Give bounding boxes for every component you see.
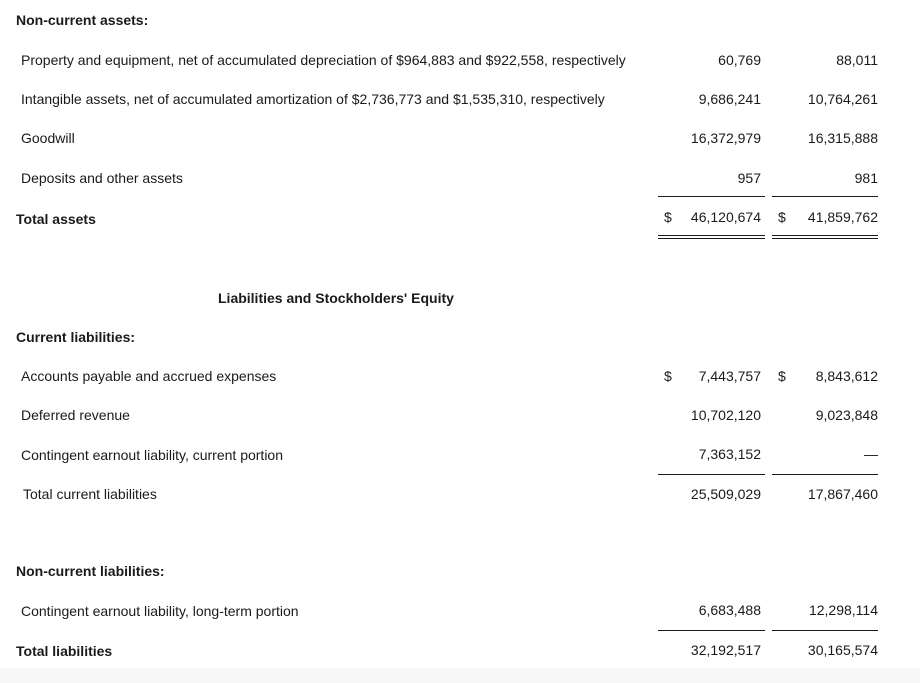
page-bottom-strip xyxy=(0,668,920,683)
earnout-current-value-prior: — xyxy=(864,446,878,462)
earnout-longterm-label: Contingent earnout liability, long-term portion xyxy=(21,603,299,619)
total-assets-value-prior: 41,859,762 xyxy=(807,209,878,225)
double-rule xyxy=(658,235,765,236)
subtotal-rule xyxy=(772,474,878,475)
subtotal-rule xyxy=(658,474,765,475)
goodwill-value-prior: 16,315,888 xyxy=(807,130,878,146)
deposits-value-current: 957 xyxy=(737,170,761,186)
subtotal-rule xyxy=(658,196,765,197)
accounts-payable-value-current: 7,443,757 xyxy=(698,368,761,384)
currency-symbol: $ xyxy=(778,368,786,384)
total-current-liabilities-value-current: 25,509,029 xyxy=(690,486,761,502)
deposits-label: Deposits and other assets xyxy=(21,170,183,186)
earnout-current-label: Contingent earnout liability, current portion xyxy=(21,447,284,463)
property-equipment-value-current: 60,769 xyxy=(718,52,761,68)
intangible-assets-value-current: 9,686,241 xyxy=(698,91,761,107)
accounts-payable-value-prior: 8,843,612 xyxy=(815,368,878,384)
double-rule xyxy=(772,235,878,236)
noncurrent-assets-heading: Non-current assets: xyxy=(16,12,149,28)
total-current-liabilities-label: Total current liabilities xyxy=(23,486,157,502)
intangible-assets-value-prior: 10,764,261 xyxy=(807,91,878,107)
current-liabilities-heading: Current liabilities: xyxy=(16,329,136,345)
property-equipment-label: Property and equipment, net of accumulated depreciation of $964,883 and $922,558, respectively xyxy=(21,52,626,68)
deposits-value-prior: 981 xyxy=(854,170,878,186)
total-liabilities-value-current: 32,192,517 xyxy=(690,642,761,658)
deferred-revenue-label: Deferred revenue xyxy=(21,407,130,423)
goodwill-value-current: 16,372,979 xyxy=(690,130,761,146)
deferred-revenue-value-current: 10,702,120 xyxy=(690,407,761,423)
total-liabilities-value-prior: 30,165,574 xyxy=(807,642,878,658)
liabilities-equity-heading: Liabilities and Stockholders' Equity xyxy=(218,290,454,306)
currency-symbol: $ xyxy=(778,209,786,225)
earnout-current-value-current: 7,363,152 xyxy=(698,446,761,462)
subtotal-rule xyxy=(658,630,765,631)
subtotal-rule xyxy=(772,630,878,631)
double-rule xyxy=(658,238,765,239)
accounts-payable-label: Accounts payable and accrued expenses xyxy=(21,368,277,384)
intangible-assets-label: Intangible assets, net of accumulated amortization of $2,736,773 and $1,535,310, respectively xyxy=(21,91,605,107)
subtotal-rule xyxy=(772,196,878,197)
total-current-liabilities-value-prior: 17,867,460 xyxy=(807,486,878,502)
currency-symbol: $ xyxy=(664,368,672,384)
total-liabilities-label: Total liabilities xyxy=(16,643,113,659)
deferred-revenue-value-prior: 9,023,848 xyxy=(815,407,878,423)
property-equipment-value-prior: 88,011 xyxy=(836,52,878,68)
earnout-longterm-value-prior: 12,298,114 xyxy=(808,602,878,618)
noncurrent-liabilities-heading: Non-current liabilities: xyxy=(16,563,165,579)
total-assets-value-current: 46,120,674 xyxy=(690,209,761,225)
currency-symbol: $ xyxy=(664,209,672,225)
total-assets-label: Total assets xyxy=(16,211,96,227)
double-rule xyxy=(772,238,878,239)
goodwill-label: Goodwill xyxy=(21,130,75,146)
earnout-longterm-value-current: 6,683,488 xyxy=(698,602,761,618)
